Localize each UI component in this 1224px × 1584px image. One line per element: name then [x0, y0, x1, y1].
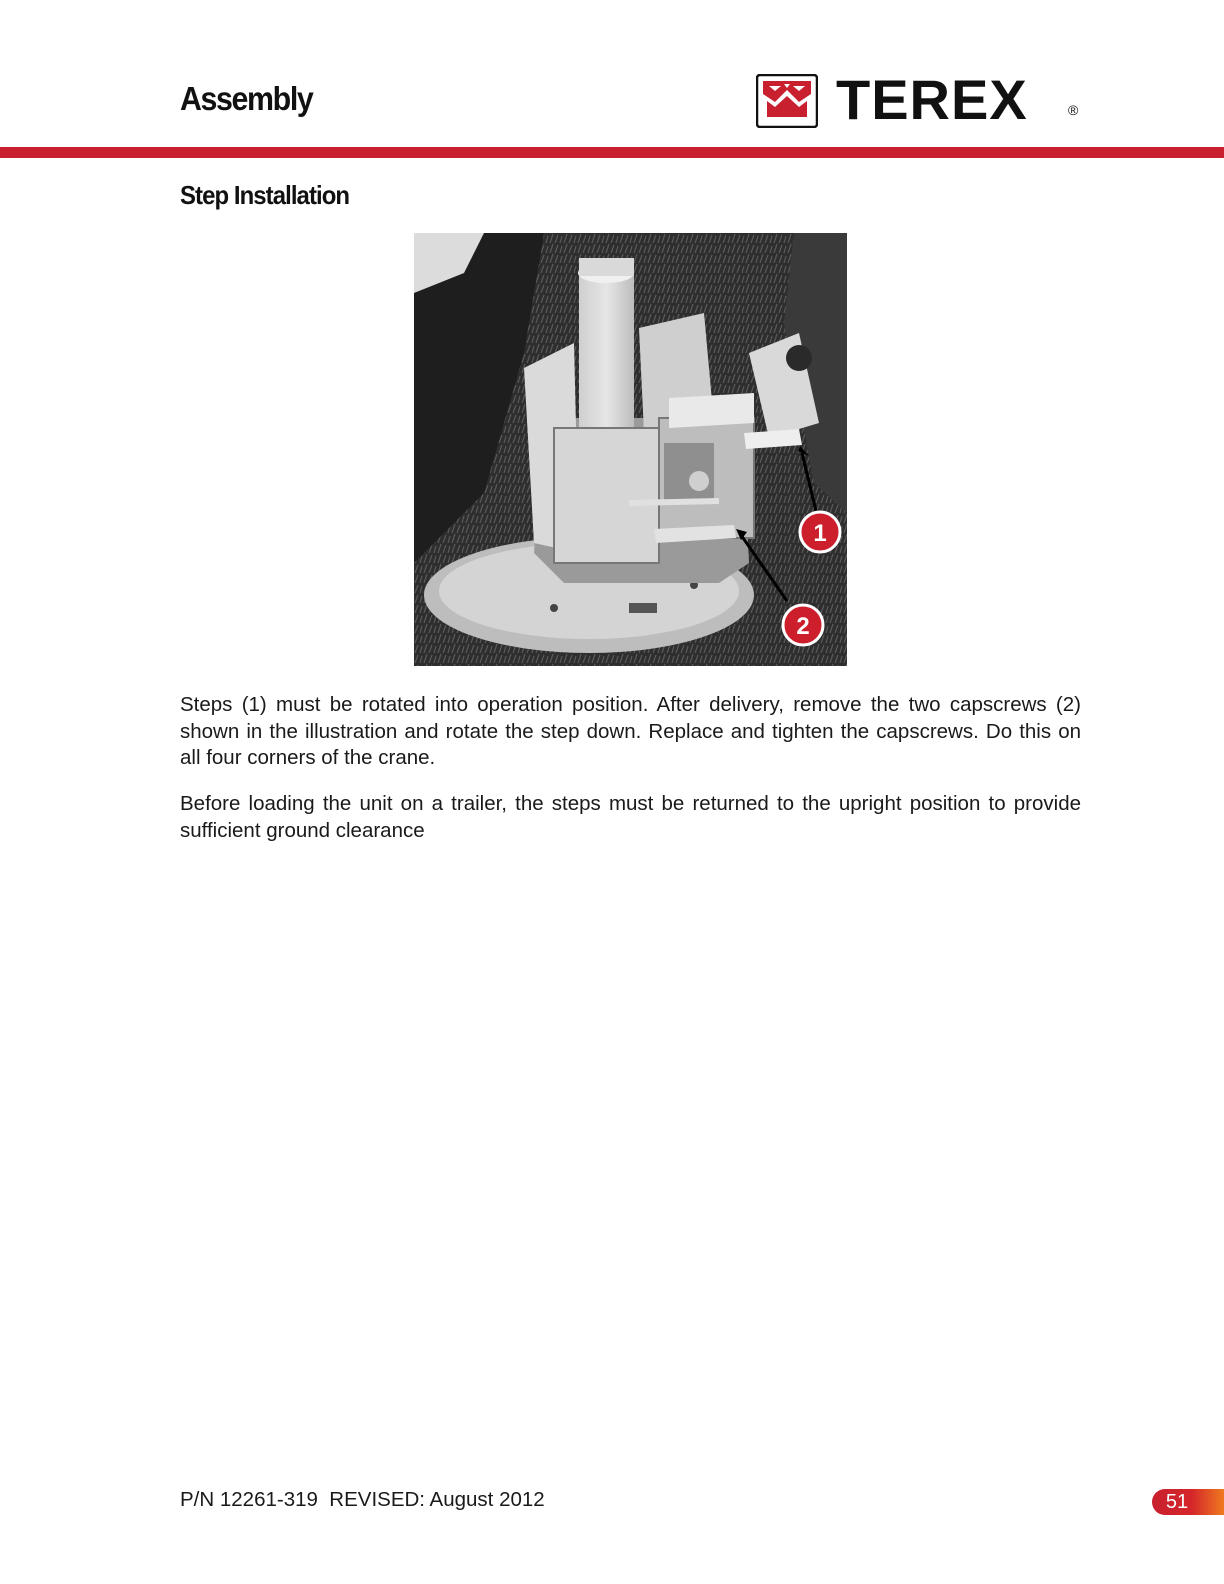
callout-1 [800, 512, 840, 552]
terex-crown-icon [756, 74, 818, 128]
callout-2 [783, 605, 823, 645]
footer-part-number: P/N 12261-319 REVISED: August 2012 [180, 1488, 545, 1511]
instruction-paragraph-2: Before loading the unit on a trailer, the steps must be returned to the upright position to provide sufficient ground clearance [180, 792, 1081, 842]
registered-mark: ® [1068, 102, 1079, 118]
subsection-title: Step Installation [180, 180, 350, 210]
terex-wordmark: TEREX [836, 68, 1028, 131]
page-number-tab [1152, 1489, 1224, 1515]
section-title: Assembly [180, 80, 313, 117]
page-number: 51 [1165, 1491, 1189, 1513]
instruction-paragraph-1: Steps (1) must be rotated into operation position. After delivery, remove the two capscrews (2) shown in the illustration and rotate the step down. Replace and tighten the capscrews. Do this on all four corners of the crane. [180, 693, 1081, 769]
step-installation-photo [414, 233, 847, 666]
callout-1-label: 1 [813, 520, 827, 547]
terex-logo [756, 68, 1086, 131]
callout-2-label: 2 [796, 613, 810, 640]
header-rule [0, 147, 1224, 158]
